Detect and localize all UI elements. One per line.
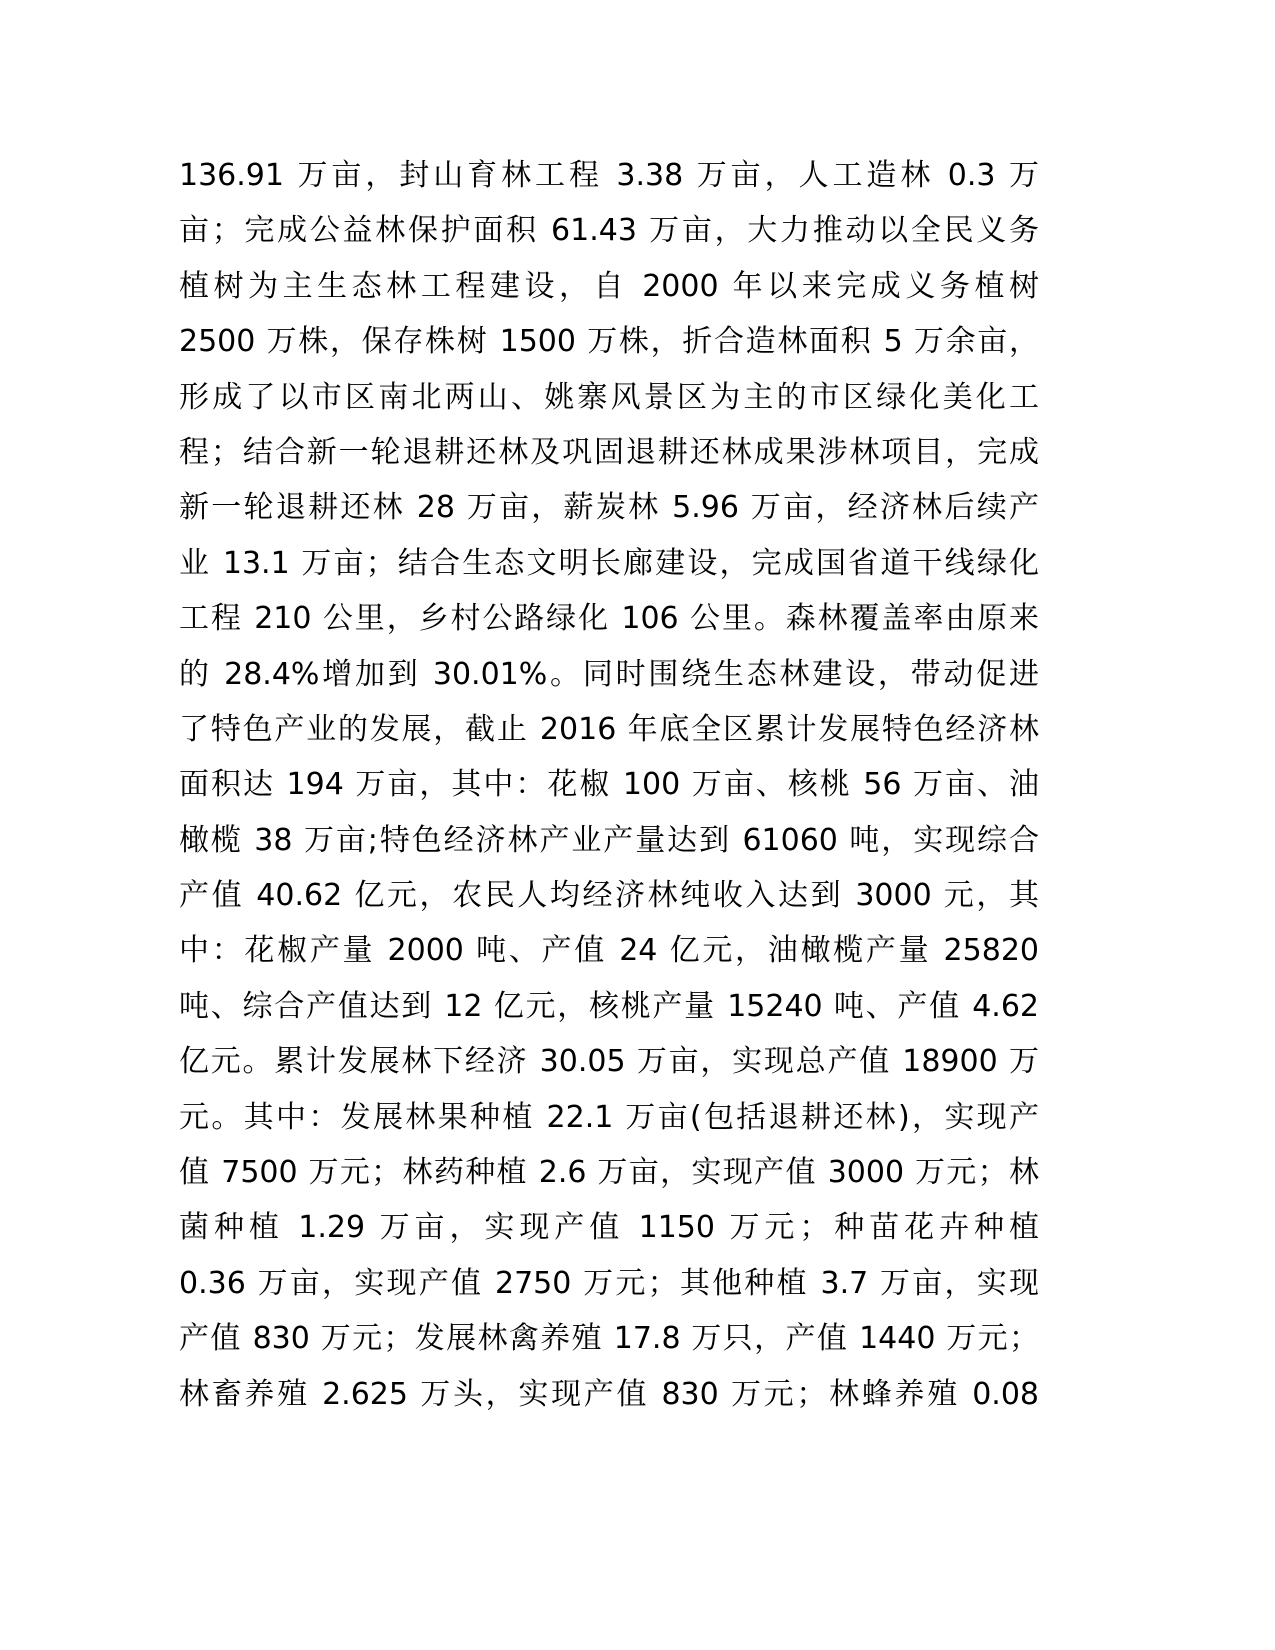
- text-line-4: 2500 万株，保存株树 1500 万株，折合造林面积 5 万余亩，: [179, 324, 1039, 360]
- text-line-17: 亿元。累计发展林下经济 30.05 万亩，实现总产值 18900 万: [179, 1044, 1039, 1080]
- text-line-7: 新一轮退耕还林 28 万亩，薪炭林 5.96 万亩，经济林后续产: [179, 490, 1039, 526]
- text-line-21: 0.36 万亩，实现产值 2750 万元；其他种植 3.7 万亩，实现: [179, 1265, 1039, 1301]
- text-line-3: 植树为主生态林工程建设，自 2000 年以来完成义务植树: [179, 268, 1039, 304]
- text-line-9: 工程 210 公里，乡村公路绿化 106 公里。森林覆盖率由原来: [179, 601, 1039, 637]
- text-line-13: 橄榄 38 万亩;特色经济林产业产量达到 61060 吨，实现综合: [179, 822, 1039, 858]
- text-line-18: 元。其中：发展林果种植 22.1 万亩(包括退耕还林)，实现产: [179, 1099, 1039, 1135]
- text-line-20: 菌种植 1.29 万亩，实现产值 1150 万元；种苗花卉种植: [179, 1210, 1039, 1246]
- text-line-8: 业 13.1 万亩；结合生态文明长廊建设，完成国省道干线绿化: [179, 545, 1039, 581]
- body-text: [179, 148, 1039, 1422]
- text-line-12: 面积达 194 万亩，其中：花椒 100 万亩、核桃 56 万亩、油: [179, 767, 1039, 803]
- text-line-6: 程；结合新一轮退耕还林及巩固退耕还林成果涉林项目，完成: [179, 434, 1039, 470]
- text-line-23: 林畜养殖 2.625 万头，实现产值 830 万元；林蜂养殖 0.08: [179, 1376, 1039, 1412]
- text-line-22: 产值 830 万元；发展林禽养殖 17.8 万只，产值 1440 万元；: [179, 1321, 1039, 1357]
- text-line-2: 亩；完成公益林保护面积 61.43 万亩，大力推动以全民义务: [179, 213, 1039, 249]
- text-line-15: 中：花椒产量 2000 吨、产值 24 亿元，油橄榄产量 25820: [179, 933, 1039, 969]
- text-line-19: 值 7500 万元；林药种植 2.6 万亩，实现产值 3000 万元；林: [179, 1155, 1039, 1191]
- text-line-10: 的 28.4%增加到 30.01%。同时围绕生态林建设，带动促进: [179, 656, 1039, 692]
- text-line-16: 吨、综合产值达到 12 亿元，核桃产量 15240 吨、产值 4.62: [179, 988, 1039, 1024]
- text-line-11: 了特色产业的发展，截止 2016 年底全区累计发展特色经济林: [179, 711, 1039, 747]
- text-line-1: 136.91 万亩，封山育林工程 3.38 万亩，人工造林 0.3 万: [179, 158, 1039, 193]
- text-line-14: 产值 40.62 亿元，农民人均经济林纯收入达到 3000 元，其: [179, 878, 1039, 914]
- text-line-5: 形成了以市区南北两山、姚寨风景区为主的市区绿化美化工: [179, 379, 1039, 415]
